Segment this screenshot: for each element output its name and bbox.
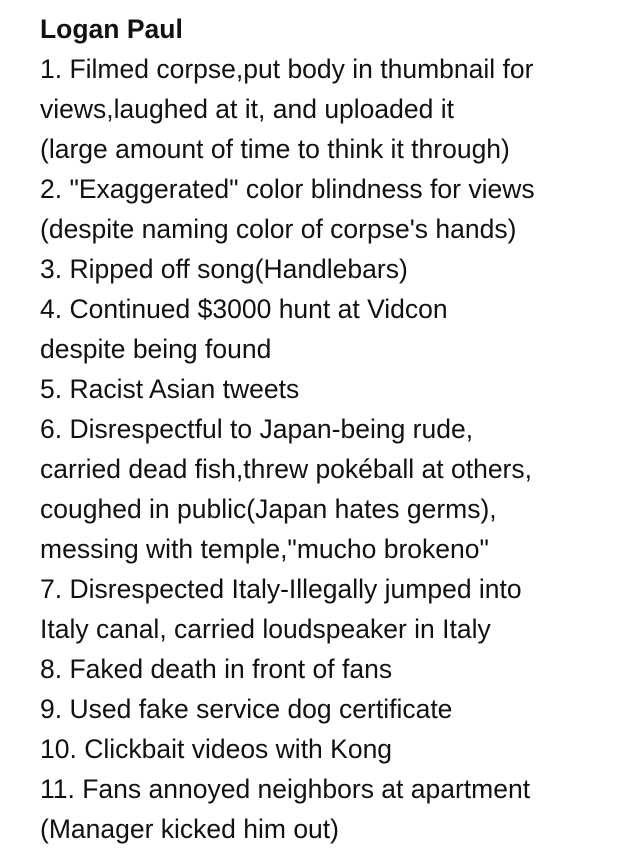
text-line: 8. Faked death in front of fans (40, 654, 393, 684)
text-line: (Manager kicked him out) (40, 814, 339, 844)
text-line: 4. Continued $3000 hunt at Vidcon (40, 294, 448, 324)
text-line: 9. Used fake service dog certificate (40, 694, 453, 724)
text-line: 1. Filmed corpse,put body in thumbnail for (40, 54, 534, 84)
text-line: (despite naming color of corpse's hands) (40, 214, 517, 244)
text-line: 11. Fans annoyed neighbors at apartment (40, 774, 531, 804)
text-line: 10. Clickbait videos with Kong (40, 734, 393, 764)
text-line: Italy canal, carried loudspeaker in Italy (40, 614, 491, 644)
text-line: 5. Racist Asian tweets (40, 374, 300, 404)
text-line: coughed in public(Japan hates germs), (40, 494, 497, 524)
document-title: Logan Paul (40, 14, 183, 44)
text-line: messing with temple,"mucho brokeno" (40, 534, 489, 564)
text-line: 2. "Exaggerated" color blindness for views (40, 174, 535, 204)
text-line: 7. Disrespected Italy-Illegally jumped into (40, 574, 522, 604)
document-body (40, 9, 635, 849)
text-line: views,laughed at it, and uploaded it (40, 94, 454, 124)
text-line: carried dead fish,threw pokéball at others, (40, 454, 532, 484)
text-line: 3. Ripped off song(Handlebars) (40, 254, 408, 284)
text-line: 6. Disrespectful to Japan-being rude, (40, 414, 474, 444)
text-line: despite being found (40, 334, 272, 364)
text-line: (large amount of time to think it through) (40, 134, 510, 164)
